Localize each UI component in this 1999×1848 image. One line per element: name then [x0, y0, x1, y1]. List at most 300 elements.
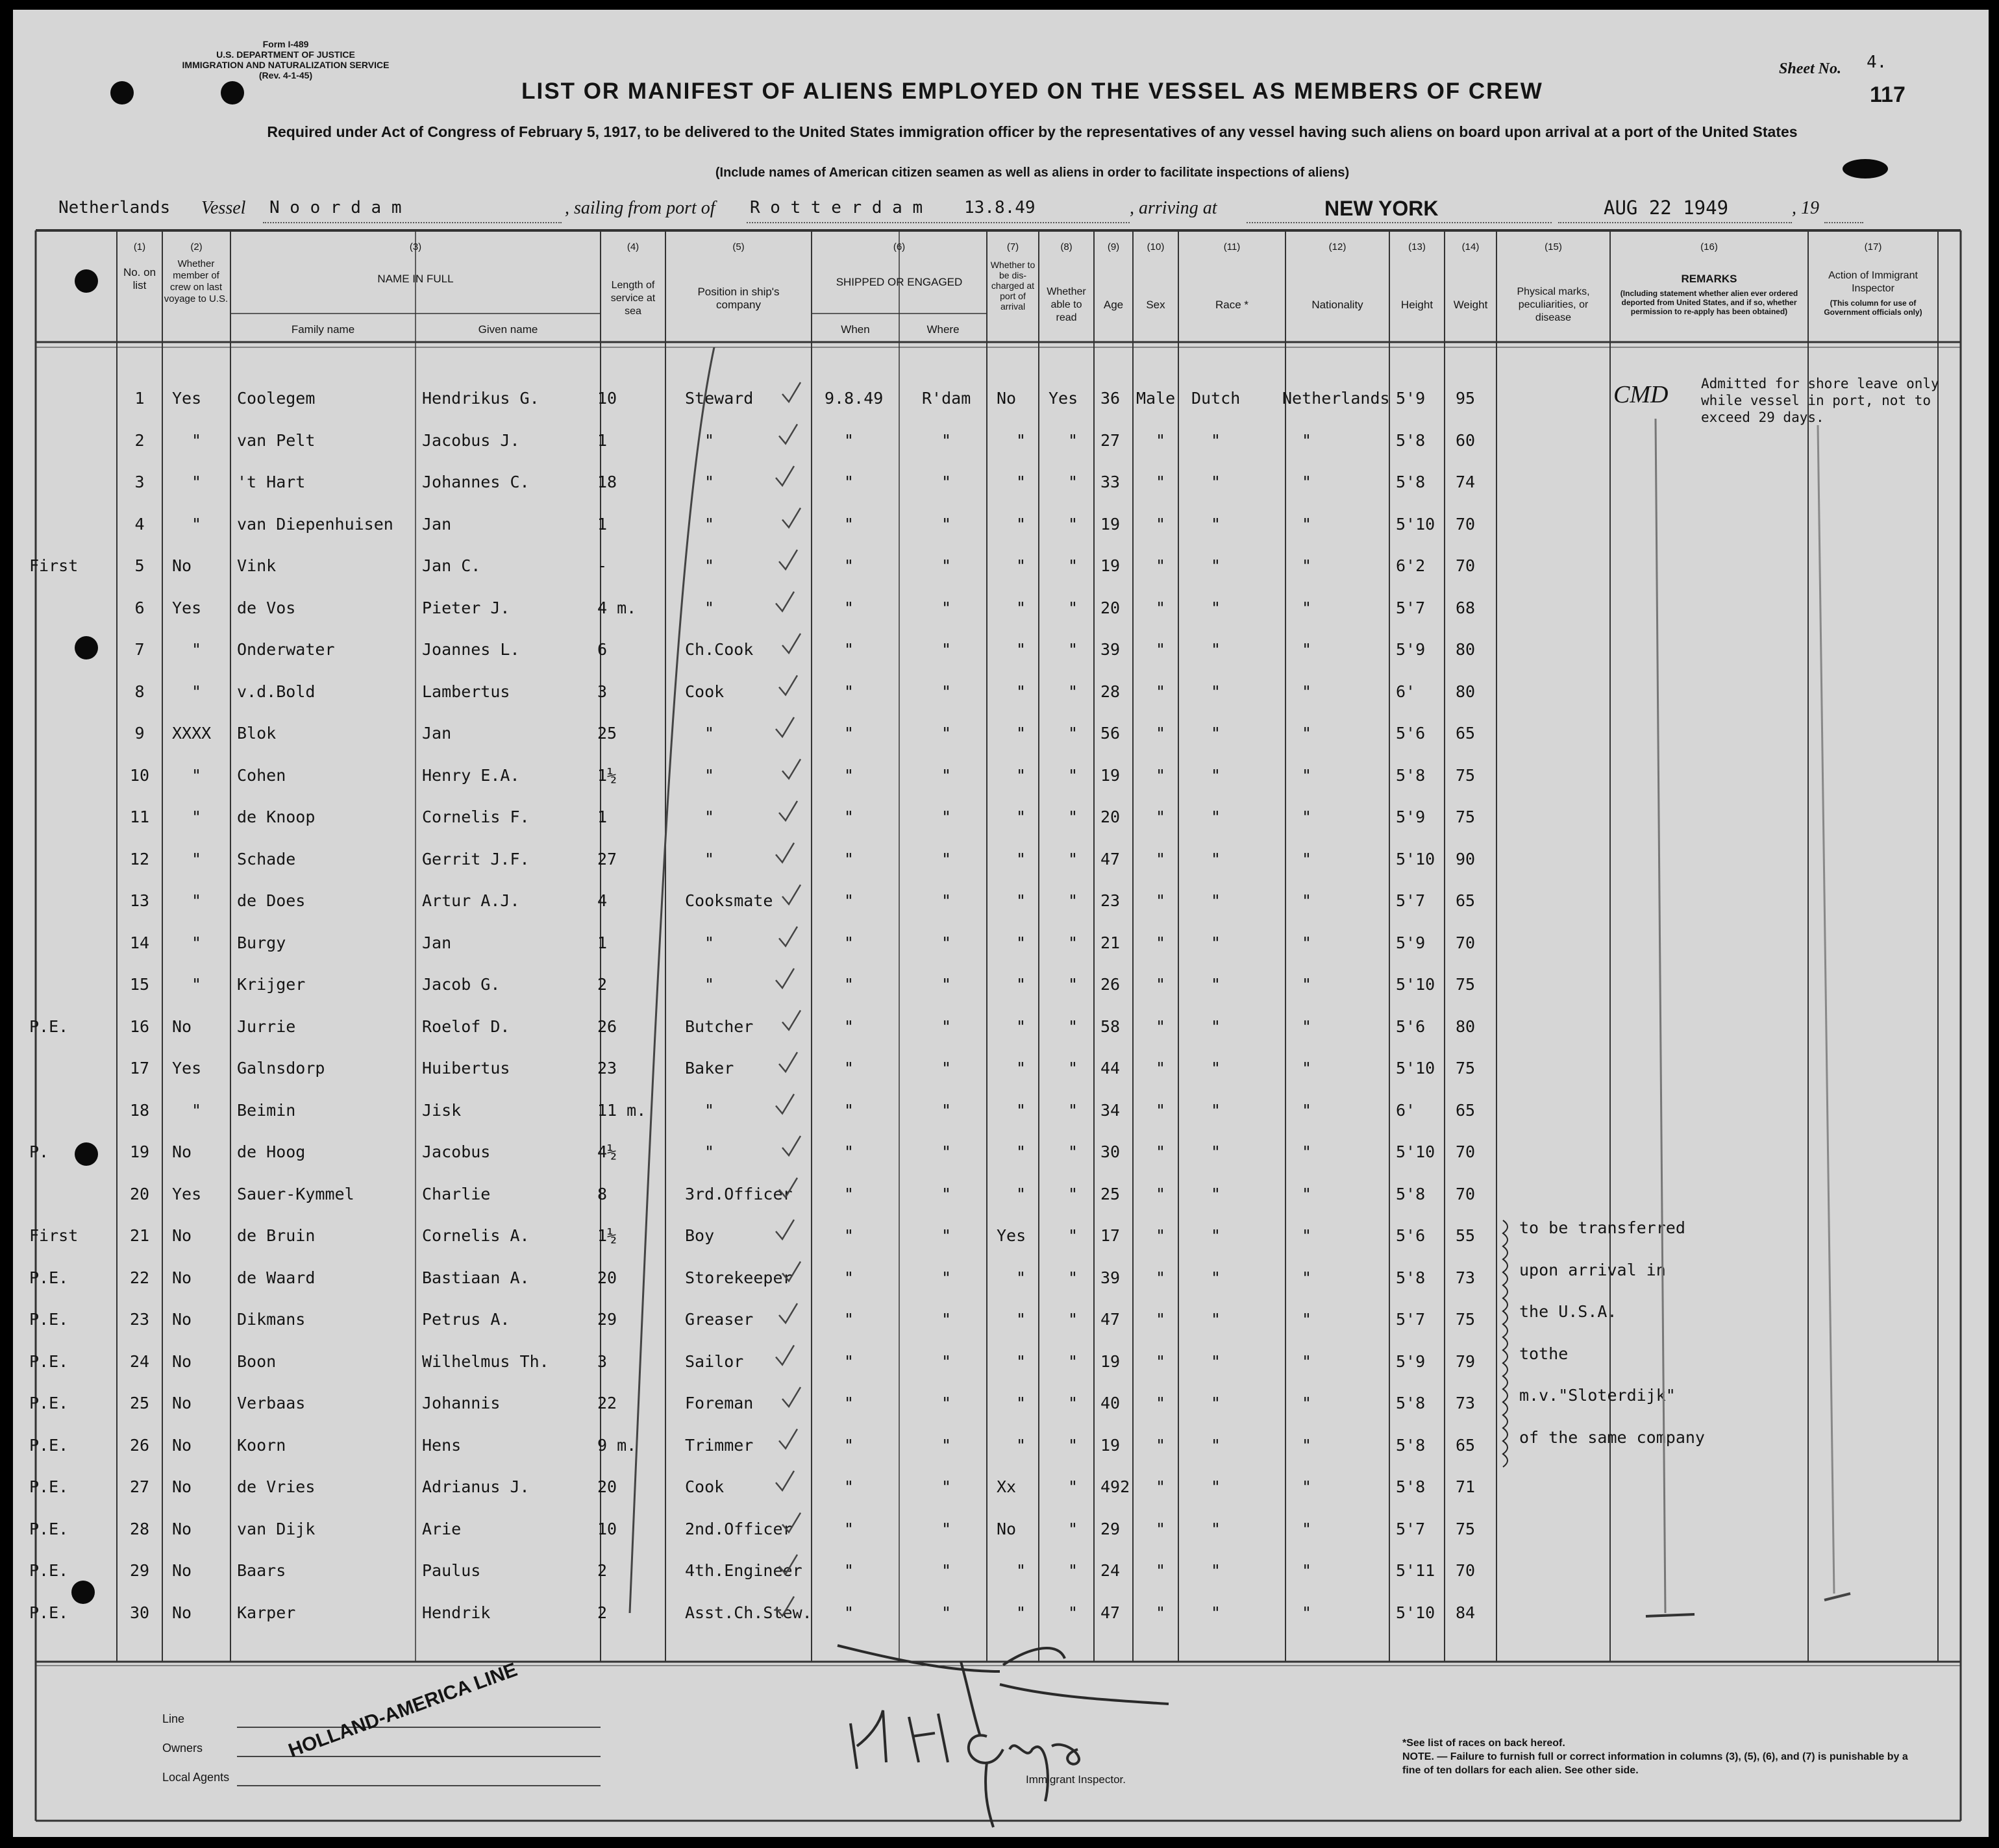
cell-family: van Diepenhuisen	[237, 514, 393, 534]
cell-prev: "	[192, 514, 202, 534]
cell-race: "	[1211, 975, 1221, 994]
cell-sex: "	[1156, 765, 1166, 785]
col6-label: SHIPPED OR ENGAGED	[836, 276, 963, 288]
cell-service: 6	[597, 640, 608, 659]
cell-given: Bastiaan A.	[422, 1268, 530, 1287]
cell-read: "	[1068, 1142, 1078, 1161]
cell-height: 5'6	[1396, 1226, 1426, 1245]
year-label: , 19	[1792, 198, 1819, 218]
cell-service: 1½	[597, 1226, 617, 1245]
transfer-line: tothe	[1519, 1344, 1569, 1363]
cell-prev: "	[192, 975, 202, 994]
col10-label: Sex	[1146, 299, 1165, 311]
cell-prev: No	[172, 1310, 192, 1329]
cell-discharged: "	[1016, 514, 1026, 534]
cell-given: Johannis	[422, 1394, 501, 1412]
col2-label: Whether member of crew on last voyage to U.S.	[164, 258, 229, 304]
cell-when: "	[844, 556, 854, 575]
cell-height: 6'2	[1396, 556, 1426, 575]
cell-discharged: "	[1016, 1268, 1026, 1287]
cell-where: "	[941, 1394, 952, 1412]
cell-prev: Yes	[172, 1184, 202, 1203]
cell-where: "	[941, 1100, 952, 1120]
cell-no: 23	[129, 1310, 150, 1329]
cell-given: Hendrik	[422, 1603, 491, 1622]
cell-service: 23	[597, 1059, 617, 1078]
col17-number: (17)	[1864, 241, 1882, 253]
cell-weight: 55	[1456, 1226, 1476, 1245]
cell-given: Jan	[422, 514, 452, 534]
col8-number: (8)	[1060, 241, 1073, 253]
cell-family: 't Hart	[237, 473, 306, 491]
vessel-flag: Netherlands	[58, 198, 171, 217]
cell-discharged: "	[1016, 891, 1026, 910]
sailing-date: 13.8.49	[964, 198, 1036, 217]
cell-position: "	[704, 1100, 715, 1120]
cell-read: "	[1068, 1477, 1078, 1496]
cell-read: "	[1068, 682, 1078, 701]
cell-age: 47	[1100, 1310, 1121, 1329]
cell-given: Johannes C.	[422, 473, 530, 491]
cell-family: Burgy	[237, 933, 286, 952]
cell-position: "	[704, 430, 715, 450]
cell-race: "	[1211, 1059, 1221, 1078]
cell-weight: 70	[1456, 514, 1476, 534]
col4-number: (4)	[627, 241, 639, 253]
cell-no: 5	[134, 556, 145, 575]
cell-weight: 70	[1456, 556, 1476, 575]
cell-family: Cohen	[237, 765, 286, 785]
cell-race: "	[1211, 1477, 1221, 1496]
cell-service: 2	[597, 1603, 608, 1622]
cell-no: 1	[134, 389, 145, 408]
cell-service: 25	[597, 724, 617, 743]
cell-mark: First	[29, 1226, 79, 1245]
cell-age: 28	[1100, 682, 1121, 701]
inspector-initials: CMD	[1613, 381, 1669, 408]
cell-weight: 60	[1456, 430, 1476, 450]
cell-prev: No	[172, 1394, 192, 1412]
col12-number: (12)	[1328, 241, 1347, 253]
cell-prev: "	[192, 473, 202, 491]
cell-service: 27	[597, 849, 617, 869]
cell-no: 7	[134, 640, 145, 659]
cell-when: "	[844, 1100, 854, 1120]
cell-service: 20	[597, 1477, 617, 1496]
col3-number: (3)	[409, 241, 422, 253]
cell-no: 13	[129, 891, 150, 910]
cell-height: 5'9	[1396, 933, 1426, 952]
cell-discharged: "	[1016, 556, 1026, 575]
cell-given: Petrus A.	[422, 1310, 510, 1329]
cell-discharged: "	[1016, 1059, 1026, 1078]
cell-race: "	[1211, 556, 1221, 575]
transfer-line: of the same company	[1519, 1427, 1705, 1447]
cell-service: 20	[597, 1268, 617, 1287]
cell-weight: 65	[1456, 1435, 1476, 1455]
cell-age: 19	[1100, 1351, 1121, 1371]
cell-age: 44	[1100, 1059, 1121, 1078]
cell-nationality: Netherlands	[1282, 389, 1390, 408]
cell-nationality: "	[1302, 1519, 1312, 1538]
cell-when: "	[844, 933, 854, 952]
cell-race: "	[1211, 430, 1221, 450]
cell-discharged: "	[1016, 1100, 1026, 1120]
cell-race: "	[1211, 765, 1221, 785]
cell-nationality: "	[1302, 1351, 1312, 1371]
cell-discharged: "	[1016, 640, 1026, 659]
cell-position: Storekeeper	[685, 1268, 793, 1287]
punch-hole	[75, 636, 98, 659]
cell-nationality: "	[1302, 514, 1312, 534]
cell-given: Cornelis A.	[422, 1226, 530, 1245]
shore-leave-line: while vessel in port, not to	[1701, 393, 1931, 408]
cell-service: 2	[597, 975, 608, 994]
vessel-label: Vessel	[201, 198, 246, 218]
transfer-line: to be transferred	[1519, 1218, 1685, 1237]
cell-when: "	[844, 514, 854, 534]
punch-hole	[1843, 159, 1888, 179]
holland-america-line-stamp: HOLLAND-AMERICA LINE	[286, 1658, 521, 1762]
cell-nationality: "	[1302, 807, 1312, 826]
cell-discharged: "	[1016, 807, 1026, 826]
cell-no: 19	[129, 1142, 150, 1161]
cell-height: 5'7	[1396, 1310, 1426, 1329]
cell-position: "	[704, 724, 715, 743]
cell-given: Adrianus J.	[422, 1477, 530, 1496]
cell-family: Jurrie	[237, 1016, 296, 1036]
cell-where: "	[941, 1561, 952, 1580]
cell-race: "	[1211, 640, 1221, 659]
cell-where: "	[941, 1603, 952, 1622]
cell-where: "	[941, 1477, 952, 1496]
cell-read: "	[1068, 849, 1078, 869]
cell-position: Boy	[685, 1226, 715, 1245]
col9-number: (9)	[1107, 241, 1120, 253]
cell-age: 36	[1100, 389, 1121, 408]
cell-height: 5'9	[1396, 389, 1426, 408]
cell-weight: 65	[1456, 891, 1476, 910]
cell-no: 14	[129, 933, 150, 952]
cell-when: "	[844, 682, 854, 701]
cell-service: 8	[597, 1184, 608, 1203]
cell-position: Steward	[685, 389, 754, 408]
cell-race: "	[1211, 807, 1221, 826]
cell-nationality: "	[1302, 1184, 1312, 1203]
form-subtitle: Required under Act of Congress of February 5, 1917, to be delivered to the United States immigration officer by the representatives of any vessel having such aliens on board upon arrival at a port of the United States	[267, 123, 1798, 140]
cell-where: "	[941, 975, 952, 994]
inspector-signature	[13, 10, 1989, 1837]
cell-family: Onderwater	[237, 640, 335, 659]
cell-mark: P.E.	[29, 1394, 69, 1412]
cell-no: 15	[129, 975, 150, 994]
punch-hole	[110, 81, 134, 105]
cell-nationality: "	[1302, 1268, 1312, 1287]
cell-sex: "	[1156, 430, 1166, 450]
cell-discharged: "	[1016, 849, 1026, 869]
cell-nationality: "	[1302, 598, 1312, 617]
cell-nationality: "	[1302, 1435, 1312, 1455]
cell-family: Dikmans	[237, 1310, 306, 1329]
col12-label: Nationality	[1311, 299, 1363, 311]
cell-where: "	[941, 640, 952, 659]
cell-family: de Does	[237, 891, 306, 910]
cell-given: Gerrit J.F.	[422, 849, 530, 869]
col4-label: Length of service at sea	[610, 280, 656, 317]
cell-prev: No	[172, 1561, 192, 1580]
cell-prev: No	[172, 556, 192, 575]
cell-read: "	[1068, 1394, 1078, 1412]
cell-sex: "	[1156, 556, 1166, 575]
cell-where: "	[941, 556, 952, 575]
cell-nationality: "	[1302, 1603, 1312, 1622]
cell-when: "	[844, 1268, 854, 1287]
cell-weight: 75	[1456, 1059, 1476, 1078]
cell-weight: 70	[1456, 1142, 1476, 1161]
cell-where: "	[941, 1268, 952, 1287]
cell-service: 9 m.	[597, 1435, 637, 1455]
cell-sex: "	[1156, 1435, 1166, 1455]
cell-nationality: "	[1302, 765, 1312, 785]
shore-leave-line: exceed 29 days.	[1701, 410, 1824, 425]
cell-position: Cook	[685, 1477, 725, 1496]
races-note: *See list of races on back hereof.	[1402, 1738, 1565, 1749]
cell-sex: "	[1156, 682, 1166, 701]
cell-nationality: "	[1302, 1100, 1312, 1120]
cell-family: van Dijk	[237, 1519, 316, 1538]
cell-age: 33	[1100, 473, 1121, 491]
cell-prev: No	[172, 1351, 192, 1371]
cell-given: Roelof D.	[422, 1016, 510, 1036]
cell-sex: "	[1156, 1394, 1166, 1412]
cell-when: "	[844, 598, 854, 617]
cell-height: 5'7	[1396, 891, 1426, 910]
cell-mark: P.E.	[29, 1519, 69, 1538]
cell-height: 5'6	[1396, 1016, 1426, 1036]
cell-no: 24	[129, 1351, 150, 1371]
col6-when: When	[841, 323, 870, 336]
cell-mark: P.E.	[29, 1561, 69, 1580]
cell-prev: No	[172, 1477, 192, 1496]
sheet-label: Sheet No.	[1779, 60, 1841, 77]
cell-read: "	[1068, 933, 1078, 952]
cell-family: Koorn	[237, 1435, 286, 1455]
cell-prev: "	[192, 765, 202, 785]
cell-given: Artur A.J.	[422, 891, 520, 910]
cell-prev: "	[192, 891, 202, 910]
cell-when: "	[844, 1394, 854, 1412]
cell-given: Jacobus J.	[422, 430, 520, 450]
cell-when: "	[844, 849, 854, 869]
cell-prev: No	[172, 1519, 192, 1538]
cell-age: 39	[1100, 640, 1121, 659]
cell-position: Ch.Cook	[685, 640, 754, 659]
cell-race: "	[1211, 1394, 1221, 1412]
cell-nationality: "	[1302, 1561, 1312, 1580]
cell-given: Pieter J.	[422, 598, 510, 617]
cell-service: 4	[597, 891, 608, 910]
col10-number: (10)	[1147, 241, 1165, 253]
cell-weight: 65	[1456, 724, 1476, 743]
cell-age: 19	[1100, 514, 1121, 534]
cell-race: "	[1211, 1226, 1221, 1245]
cell-no: 10	[129, 765, 150, 785]
cell-no: 21	[129, 1226, 150, 1245]
col15-number: (15)	[1545, 241, 1562, 253]
cell-when: "	[844, 724, 854, 743]
cell-no: 8	[134, 682, 145, 701]
cell-age: 23	[1100, 891, 1121, 910]
cell-service: 10	[597, 389, 617, 408]
cell-weight: 80	[1456, 1016, 1476, 1036]
cell-when: "	[844, 1477, 854, 1496]
cell-family: Schade	[237, 849, 296, 869]
cell-race: "	[1211, 1351, 1221, 1371]
col7-number: (7)	[1006, 241, 1019, 253]
cell-service: 3	[597, 1351, 608, 1371]
cell-discharged: "	[1016, 1016, 1026, 1036]
cell-age: 20	[1100, 807, 1121, 826]
page-number: 117	[1870, 82, 1906, 107]
cell-weight: 79	[1456, 1351, 1476, 1371]
cell-race: "	[1211, 1016, 1221, 1036]
cell-given: Huibertus	[422, 1059, 510, 1078]
cell-sex: "	[1156, 1519, 1166, 1538]
cell-height: 5'10	[1396, 849, 1435, 869]
cell-race: "	[1211, 473, 1221, 491]
cell-mark: First	[29, 556, 79, 575]
cell-race: "	[1211, 891, 1221, 910]
cell-read: "	[1068, 1100, 1078, 1120]
col11-number: (11)	[1223, 241, 1241, 253]
cell-sex: "	[1156, 1142, 1166, 1161]
cell-sex: "	[1156, 514, 1166, 534]
cell-weight: 90	[1456, 849, 1476, 869]
cell-when: "	[844, 975, 854, 994]
cell-where: "	[941, 1351, 952, 1371]
cell-where: "	[941, 1184, 952, 1203]
cell-race: "	[1211, 514, 1221, 534]
cell-family: Blok	[237, 724, 277, 743]
cell-position: Butcher	[685, 1016, 754, 1036]
cell-discharged: "	[1016, 1142, 1026, 1161]
cell-race: Dutch	[1191, 389, 1241, 408]
cell-no: 25	[129, 1394, 150, 1412]
cell-family: Baars	[237, 1561, 286, 1580]
cell-weight: 68	[1456, 598, 1476, 617]
cell-sex: "	[1156, 1100, 1166, 1120]
punch-hole	[75, 269, 98, 293]
cell-weight: 70	[1456, 1561, 1476, 1580]
cell-mark: P.E.	[29, 1603, 69, 1622]
penalty-note: NOTE. — Failure to furnish full or correct information in columns (3), (5), (6), and (7) is punishable by a fine of ten dollars for each alien. See other side.	[1402, 1751, 1908, 1776]
cell-when: "	[844, 891, 854, 910]
cell-family: Galnsdorp	[237, 1059, 325, 1078]
cell-sex: "	[1156, 933, 1166, 952]
cell-age: 19	[1100, 1435, 1121, 1455]
cell-nationality: "	[1302, 1059, 1312, 1078]
cell-prev: "	[192, 807, 202, 826]
col2-number: (2)	[190, 241, 203, 253]
immigrant-inspector-label: Immigrant Inspector.	[1026, 1773, 1126, 1786]
cell-age: 30	[1100, 1142, 1121, 1161]
cell-discharged: No	[997, 1519, 1017, 1538]
cell-position: Cook	[685, 682, 725, 701]
footnotes	[1402, 1736, 1922, 1777]
cell-discharged: "	[1016, 598, 1026, 617]
cell-prev: No	[172, 1435, 192, 1455]
col16-number: (16)	[1700, 241, 1718, 253]
cell-race: "	[1211, 1561, 1221, 1580]
cell-weight: 70	[1456, 933, 1476, 952]
cell-read: "	[1068, 514, 1078, 534]
cell-weight: 84	[1456, 1603, 1476, 1622]
cell-sex: "	[1156, 1603, 1166, 1622]
cell-position: "	[704, 598, 715, 617]
cell-sex: "	[1156, 1561, 1166, 1580]
cell-no: 3	[134, 473, 145, 491]
cell-height: 5'8	[1396, 1184, 1426, 1203]
cell-weight: 95	[1456, 389, 1476, 408]
cell-where: "	[941, 598, 952, 617]
cell-where: "	[941, 765, 952, 785]
cell-age: 26	[1100, 975, 1121, 994]
cell-when: "	[844, 807, 854, 826]
cell-family: Krijger	[237, 975, 306, 994]
col1-number: (1)	[133, 241, 146, 253]
cell-sex: "	[1156, 640, 1166, 659]
cell-service: 2	[597, 1561, 608, 1580]
cell-prev: XXXX	[172, 724, 212, 743]
cell-height: 5'9	[1396, 640, 1426, 659]
cell-position: 4th.Engineer	[685, 1561, 802, 1580]
cell-position: Cooksmate	[685, 891, 773, 910]
cell-nationality: "	[1302, 682, 1312, 701]
cell-sex: "	[1156, 473, 1166, 491]
cell-height: 5'6	[1396, 724, 1426, 743]
cell-read: "	[1068, 765, 1078, 785]
cell-position: Asst.Ch.Stew.	[685, 1603, 812, 1622]
cell-prev: "	[192, 1100, 202, 1120]
cell-position: "	[704, 975, 715, 994]
col7-label: Whether to be dis-charged at port of arrival	[990, 260, 1036, 312]
col3-label: NAME IN FULL	[377, 273, 454, 285]
cell-nationality: "	[1302, 473, 1312, 491]
cell-position: "	[704, 514, 715, 534]
cell-where: "	[941, 1016, 952, 1036]
cell-sex: "	[1156, 1184, 1166, 1203]
cell-age: 17	[1100, 1226, 1121, 1245]
cell-race: "	[1211, 1519, 1221, 1538]
cell-sex: "	[1156, 807, 1166, 826]
cell-given: Jacob G.	[422, 975, 501, 994]
cell-no: 20	[129, 1184, 150, 1203]
cell-age: 47	[1100, 849, 1121, 869]
cell-when: "	[844, 640, 854, 659]
cell-sex: "	[1156, 1351, 1166, 1371]
cell-given: Henry E.A.	[422, 765, 520, 785]
cell-service: 18	[597, 473, 617, 491]
cell-no: 18	[129, 1100, 150, 1120]
cell-nationality: "	[1302, 1016, 1312, 1036]
cell-position: "	[704, 807, 715, 826]
cell-position: "	[704, 933, 715, 952]
cell-given: Joannes L.	[422, 640, 520, 659]
cell-given: Wilhelmus Th.	[422, 1351, 549, 1371]
owners-label: Owners	[162, 1742, 203, 1755]
cell-where: "	[941, 514, 952, 534]
cell-race: "	[1211, 1268, 1221, 1287]
